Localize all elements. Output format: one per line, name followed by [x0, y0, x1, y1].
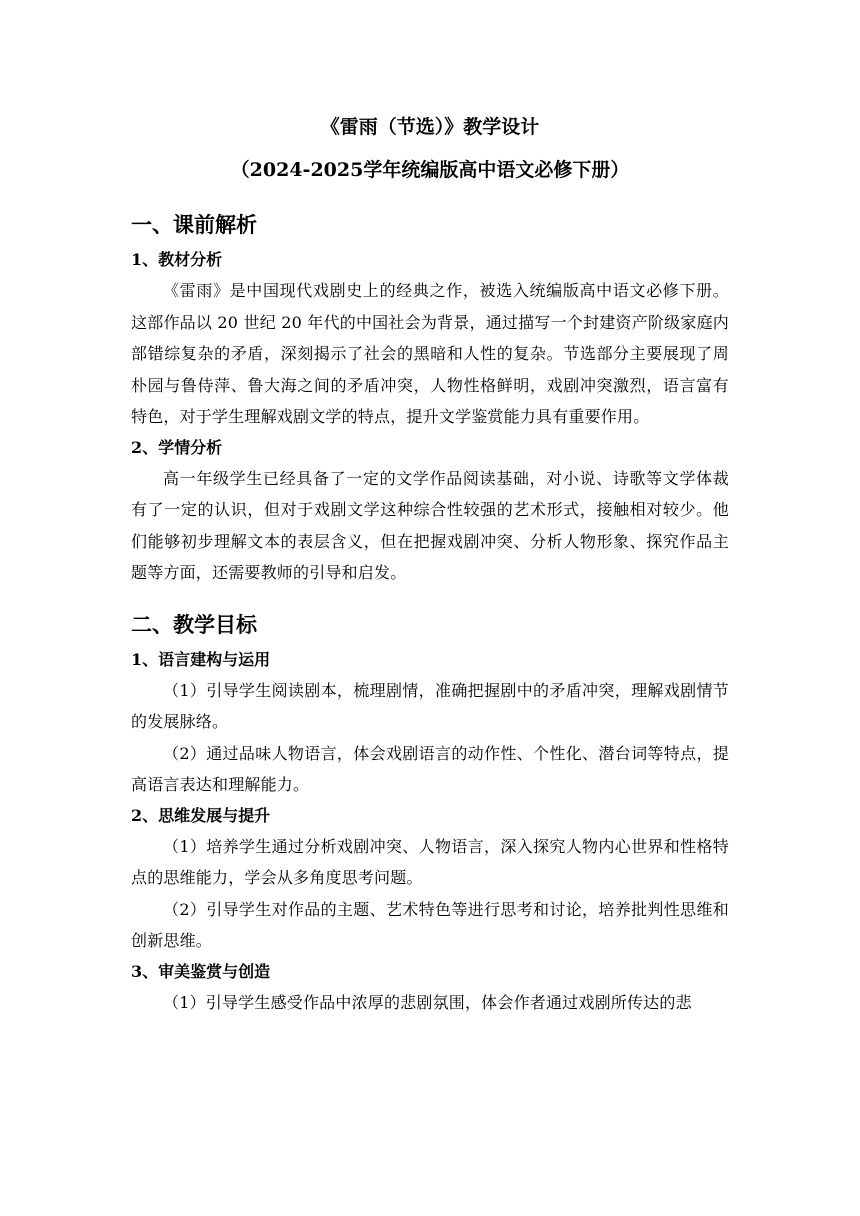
document-body	[131, 112, 729, 1018]
section-heading-objectives: 二、教学目标	[131, 611, 257, 637]
paragraph-thinking-1: （1）培养学生通过分析戏剧冲突、人物语言，深入探究人物内心世界和性格特点的思维能力，学会从多角度思考问题。	[131, 836, 729, 887]
document-title: 《雷雨（节选）》教学设计	[320, 116, 540, 138]
paragraph-textbook-analysis: 《雷雨》是中国现代戏剧史上的经典之作，被选入统编版高中语文必修下册。这部作品以 20 世纪 20 年代的中国社会为背景，通过描写一个封建资产阶级家庭内部错综复杂的矛盾，深刻揭示了社会的黑暗和人性的复杂。节选部分主要展现了周朴园与鲁侍萍、鲁大海之间的矛盾冲突，人物性格鲜明，戏剧冲突激烈，语言富有特色，对于学生理解戏剧文学的特点，提升文学鉴赏能力具有重要作用。	[131, 281, 729, 426]
subsection-heading-aesthetics: 3、审美鉴赏与创造	[131, 961, 271, 981]
paragraph-language-1: （1）引导学生阅读剧本，梳理剧情，准确把握剧中的矛盾冲突，理解戏剧情节的发展脉络。	[131, 680, 729, 731]
section-heading-preclass: 一、课前解析	[131, 212, 257, 237]
paragraph-language-2: （2）通过品味人物语言，体会戏剧语言的动作性、个性化、潜台词等特点，提高语言表达和理解能力。	[131, 743, 729, 794]
subsection-heading-language: 1、语言建构与运用	[131, 649, 271, 669]
subsection-heading-thinking: 2、思维发展与提升	[131, 805, 271, 825]
paragraph-thinking-2: （2）引导学生对作品的主题、艺术特色等进行思考和讨论，培养批判性思维和创新思维。	[131, 899, 729, 950]
document-subtitle: （2024-2025学年统编版高中语文必修下册）	[230, 159, 630, 181]
subsection-heading-textbook: 1、教材分析	[131, 250, 223, 269]
paragraph-learner-analysis: 高一年级学生已经具备了一定的文学作品阅读基础，对小说、诗歌等文学体裁有了一定的认识，但对于戏剧文学这种综合性较强的艺术形式，接触相对较少。他们能够初步理解文本的表层含义，但在把握戏剧冲突、分析人物形象、探究作品主题等方面，还需要教师的引导和启发。	[131, 468, 729, 582]
subsection-heading-learners: 2、学情分析	[131, 437, 223, 457]
paragraph-aesthetics-1: （1）引导学生感受作品中浓厚的悲剧氛围，体会作者通过戏剧所传达的悲	[163, 992, 692, 1012]
